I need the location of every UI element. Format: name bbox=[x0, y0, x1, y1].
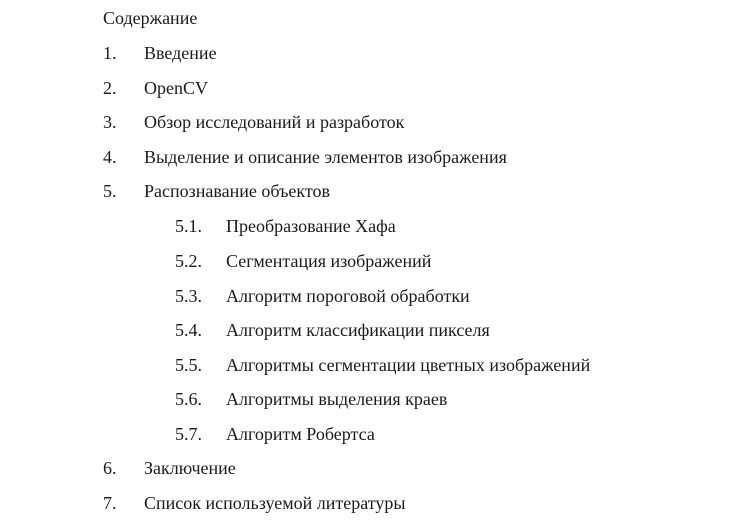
toc-item-text: Выделение и описание элементов изображения bbox=[144, 147, 507, 167]
toc-item-text: Обзор исследований и разработок bbox=[144, 112, 405, 132]
toc-item-text: Алгоритм пороговой обработки bbox=[226, 286, 470, 306]
toc-item-text: Преобразование Хафа bbox=[226, 216, 396, 236]
toc-item-number: 5.1. bbox=[175, 216, 202, 236]
toc-item-number: 4. bbox=[103, 147, 117, 167]
toc-item-text: Алгоритм Робертса bbox=[226, 424, 375, 444]
toc-item-text: Введение bbox=[144, 43, 217, 63]
toc-item-text: Алгоритмы сегментации цветных изображений bbox=[226, 355, 591, 375]
toc-item-text: Алгоритмы выделения краев bbox=[226, 389, 448, 409]
toc-item-number: 5.5. bbox=[175, 355, 202, 375]
toc-item-number: 5.4. bbox=[175, 320, 202, 340]
toc-item-number: 1. bbox=[103, 43, 117, 63]
toc-item-text: Список используемой литературы bbox=[144, 493, 406, 513]
toc-item-number: 5.2. bbox=[175, 251, 202, 271]
toc-item-text: Заключение bbox=[144, 458, 236, 478]
toc-item-number: 2. bbox=[103, 78, 117, 98]
toc-title: Содержание bbox=[103, 8, 198, 28]
toc-item-number: 6. bbox=[103, 458, 117, 478]
toc-item-text: Алгоритм классификации пикселя bbox=[226, 320, 490, 340]
toc-item-number: 5.7. bbox=[175, 424, 202, 444]
toc-item-number: 5.3. bbox=[175, 286, 202, 306]
toc-item-text: Сегментация изображений bbox=[226, 251, 432, 271]
toc-item-number: 3. bbox=[103, 112, 117, 132]
toc-item-text: OpenCV bbox=[144, 78, 208, 98]
toc-item-text: Распознавание объектов bbox=[144, 181, 331, 201]
toc-item-number: 7. bbox=[103, 493, 117, 513]
toc-item-number: 5. bbox=[103, 181, 117, 201]
toc-item-number: 5.6. bbox=[175, 389, 202, 409]
